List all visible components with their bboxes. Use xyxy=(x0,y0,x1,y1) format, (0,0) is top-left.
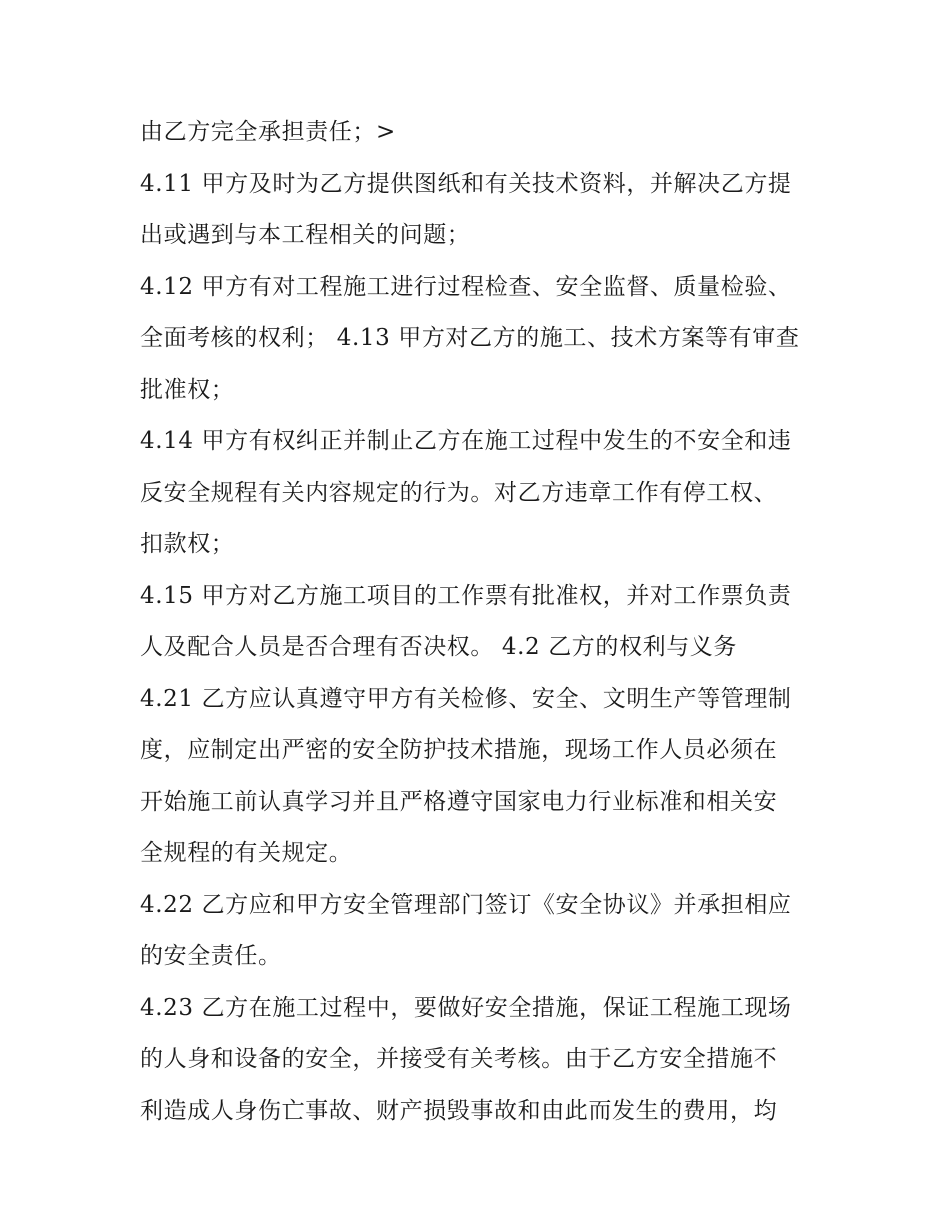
text-line: 4.23 乙方在施工过程中，要做好安全措施，保证工程施工现场 xyxy=(140,994,792,1021)
text-line: 4.14 甲方有权纠正并制止乙方在施工过程中发生的不安全和违 xyxy=(140,428,792,454)
text-line: 4.15 甲方对乙方施工项目的工作票有批准权，并对工作票负责 xyxy=(140,582,792,609)
text-line: 出或遇到与本工程相关的问题； xyxy=(140,222,471,248)
text-line: 度，应制定出严密的安全防护技术措施，现场工作人员必须在 xyxy=(140,737,778,763)
text-line: 4.21 乙方应认真遵守甲方有关检修、安全、文明生产等管理制 xyxy=(140,685,792,712)
text-line: 人及配合人员是否合理有否决权。 4.2 乙方的权利与义务 xyxy=(140,634,737,660)
text-line: 反安全规程有关内容规定的行为。对乙方违章工作有停工权、 xyxy=(140,479,778,506)
text-line: 全面考核的权利； 4.13 甲方对乙方的施工、技术方案等有审查 xyxy=(140,325,800,351)
text-line: 4.11 甲方及时为乙方提供图纸和有关技术资料，并解决乙方提 xyxy=(140,170,792,197)
document-body xyxy=(140,107,820,1137)
text-line: 由乙方完全承担责任；> xyxy=(140,119,396,145)
text-line: 的安全责任。 xyxy=(140,943,282,969)
text-line: 批准权； xyxy=(140,376,235,403)
text-line: 4.22 乙方应和甲方安全管理部门签订《安全协议》并承担相应 xyxy=(140,891,792,918)
text-line: 开始施工前认真学习并且严格遵守国家电力行业标准和相关安 xyxy=(140,788,778,815)
text-line: 4.12 甲方有对工程施工进行过程检查、安全监督、质量检验、 xyxy=(140,273,792,300)
text-line: 全规程的有关规定。 xyxy=(140,840,353,866)
text-line: 利造成人身伤亡事故、财产损毁事故和由此而发生的费用，均 xyxy=(140,1097,778,1124)
text-line: 的人身和设备的安全，并接受有关考核。由于乙方安全措施不 xyxy=(140,1046,778,1072)
text-line: 扣款权； xyxy=(140,531,235,557)
